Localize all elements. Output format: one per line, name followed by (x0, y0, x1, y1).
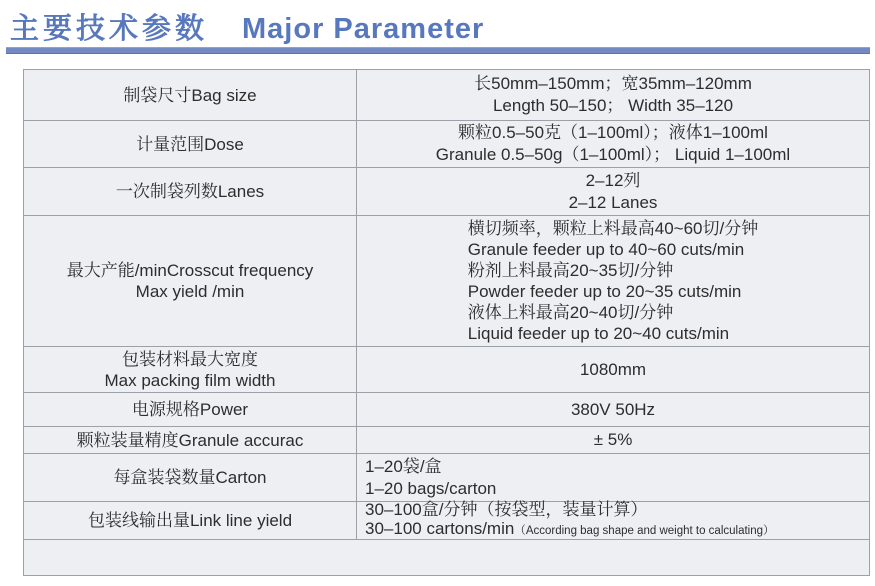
param-label: 制袋尺寸Bag size (123, 85, 257, 105)
param-value-line: 2–12列 (585, 170, 641, 190)
param-label: 最大产能/minCrosscut frequency (66, 261, 314, 280)
title-underline-bar (6, 47, 870, 54)
param-label: Max yield /min (135, 282, 245, 301)
param-value-cell (357, 347, 869, 392)
empty-cell (24, 540, 869, 575)
param-value-cell (357, 454, 869, 501)
param-value-cell (357, 502, 869, 539)
param-value-cell (357, 427, 869, 453)
param-label: 颗粒装量精度Granule accurac (76, 430, 304, 450)
param-label: 一次制袋列数Lanes (115, 182, 265, 201)
param-label: Max packing film width (104, 370, 276, 390)
table-row-power (24, 392, 869, 426)
param-label-cell (24, 121, 357, 167)
table-row-carton (24, 453, 869, 501)
table-row-crosscut-frequency (24, 215, 869, 346)
param-label-cell (24, 70, 357, 120)
param-value-line: 1–20 bags/carton (365, 478, 497, 498)
param-label-cell (24, 393, 357, 426)
param-value-note: （According bag shape and weight to calculating） (514, 525, 775, 537)
param-value-line: Liquid feeder up to 20~40 cuts/min (467, 324, 730, 343)
param-label-cell (24, 427, 357, 453)
param-value-line: 颗粒0.5–50克（1–100ml）；液体1–100ml (458, 123, 768, 142)
param-value-line: 1080mm (579, 359, 647, 379)
param-label-cell (24, 168, 357, 215)
table-row-bag-size (24, 70, 869, 120)
param-value-line: 1–20袋/盒 (365, 456, 442, 476)
param-value-cell (357, 393, 869, 426)
param-value-line: ± 5% (593, 430, 633, 449)
table-row-dose (24, 120, 869, 167)
table-row-link-line-yield (24, 501, 869, 539)
table-row-granule-accuracy (24, 426, 869, 453)
table-row-film-width (24, 346, 869, 392)
param-label: 计量范围Dose (136, 134, 244, 154)
table-row-empty (24, 539, 869, 575)
param-value-line: Length 50–150； Width 35–120 (492, 96, 734, 115)
param-label: 电源规格Power (131, 400, 249, 419)
param-value-main: 30–100 cartons/min (365, 519, 515, 538)
param-value-line: 长50mm–150mm；宽35mm–120mm (474, 74, 752, 93)
param-value-line (365, 519, 775, 541)
param-value-line: 粉剂上料最高20~35切/分钟 (467, 261, 674, 280)
param-value-line: 30–100盒/分钟（按袋型，装量计算） (365, 500, 648, 519)
param-value-block (468, 218, 758, 344)
param-value-line: Granule feeder up to 40~60 cuts/min (467, 240, 745, 259)
param-value-line: 2–12 Lanes (568, 192, 658, 212)
param-label: 包装线输出量Link line yield (87, 511, 293, 530)
param-value-line: 横切频率，颗粒上料最高40~60切/分钟 (467, 219, 759, 238)
param-value-cell (357, 168, 869, 215)
param-label-cell (24, 454, 357, 501)
table-row-lanes (24, 167, 869, 215)
param-value-cell (357, 216, 869, 346)
page-title-cn: 主要技术参数 (10, 13, 209, 45)
param-value-line: Powder feeder up to 20~35 cuts/min (467, 282, 742, 301)
page-title-en: Major Parameter (242, 13, 485, 45)
param-value-line: 液体上料最高20~40切/分钟 (467, 303, 674, 322)
param-label: 每盒装袋数量Carton (113, 468, 267, 487)
param-label-cell (24, 347, 357, 392)
page-title (10, 6, 484, 47)
param-label-cell (24, 216, 357, 346)
parameter-table (23, 69, 870, 576)
param-label: 包装材料最大宽度 (122, 349, 258, 369)
param-value-line: 380V 50Hz (570, 399, 656, 419)
param-label-cell (24, 502, 357, 539)
param-value-line: Granule 0.5–50g（1–100ml）； Liquid 1–100ml (435, 145, 791, 164)
param-value-cell (357, 70, 869, 120)
param-value-cell (357, 121, 869, 167)
